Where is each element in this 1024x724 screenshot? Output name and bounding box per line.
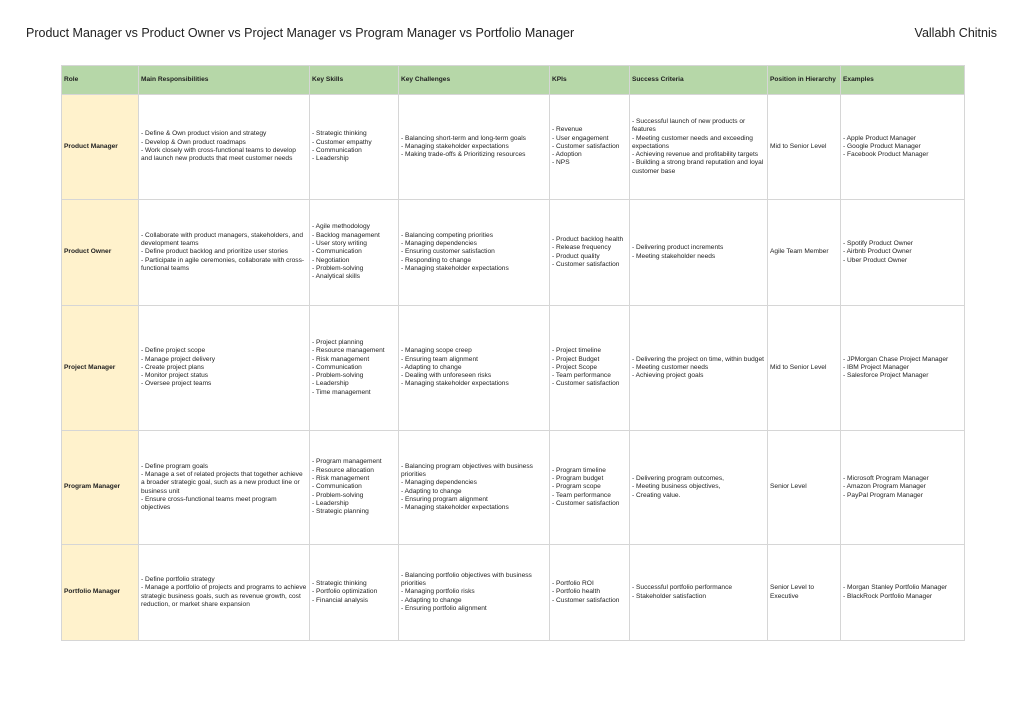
success-text: - Delivering the project on time, within budget - Meeting customer needs - Achieving project goals: [632, 355, 764, 380]
success-cell: [630, 431, 768, 545]
kpis-cell: [550, 306, 630, 431]
kpis-cell: [550, 95, 630, 200]
hierarchy-cell: [768, 306, 841, 431]
column-header-skills: Key Skills: [310, 66, 399, 95]
hierarchy-text: Senior Level to Executive: [770, 584, 814, 600]
success-text: - Successful portfolio performance - Stakeholder satisfaction: [632, 584, 733, 600]
skills-cell: [310, 200, 399, 306]
challenges-cell: [399, 431, 550, 545]
success-cell: [630, 95, 768, 200]
role-name: Project Manager: [64, 363, 116, 371]
role-cell: [62, 545, 139, 641]
kpis-text: - Portfolio ROI - Portfolio health - Customer satisfaction: [552, 580, 620, 604]
hierarchy-text: Agile Team Member: [770, 248, 829, 256]
examples-text: - Apple Product Manager - Google Product Manager - Facebook Product Manager: [843, 134, 929, 159]
hierarchy-text: Mid to Senior Level: [770, 363, 827, 371]
role-cell: [62, 431, 139, 545]
hierarchy-cell: [768, 545, 841, 641]
role-name: Product Owner: [64, 248, 112, 256]
skills-text: - Strategic thinking - Customer empathy - Communication - Leadership: [312, 130, 372, 163]
examples-cell: [841, 431, 965, 545]
responsibilities-text: - Collaborate with product managers, stakeholders, and development teams - Define product backlog and prioritize user stories - Participate in agile ceremonies, collaborate with cross-functional teams: [141, 231, 305, 272]
challenges-text: - Balancing competing priorities - Managing dependencies - Ensuring customer satisfaction - Responding to change - Managing stakeholder expectations: [401, 231, 509, 272]
responsibilities-cell: [139, 545, 310, 641]
hierarchy-cell: [768, 95, 841, 200]
role-name: Product Manager: [64, 142, 118, 150]
table-row: [62, 306, 965, 431]
challenges-text: - Balancing program objectives with business priorities - Managing dependencies - Adapting to change - Ensuring program alignment - Managing stakeholder expectations: [401, 462, 533, 512]
document-title: Product Manager vs Product Owner vs Project Manager vs Program Manager vs Portfolio Manager: [26, 26, 575, 40]
responsibilities-cell: [139, 95, 310, 200]
skills-text: - Agile methodology - Backlog management - User story writing - Communication - Negotiation - Problem-solving - Analytical skills: [312, 223, 380, 281]
examples-cell: [841, 306, 965, 431]
column-header-examples: Examples: [841, 66, 965, 95]
table-row: [62, 431, 965, 545]
success-cell: [630, 200, 768, 306]
challenges-cell: [399, 200, 550, 306]
examples-cell: [841, 200, 965, 306]
examples-text: - Morgan Stanley Portfolio Manager - BlackRock Portfolio Manager: [843, 584, 948, 600]
responsibilities-text: - Define project scope - Manage project delivery - Create project plans - Monitor project status - Oversee project teams: [141, 347, 216, 388]
hierarchy-cell: [768, 431, 841, 545]
hierarchy-text: Senior Level: [770, 483, 807, 491]
responsibilities-cell: [139, 200, 310, 306]
skills-cell: [310, 95, 399, 200]
column-header-kpis: KPIs: [550, 66, 630, 95]
hierarchy-text: Mid to Senior Level: [770, 142, 827, 150]
skills-text: - Strategic thinking - Portfolio optimization - Financial analysis: [312, 580, 378, 604]
skills-text: - Program management - Resource allocation - Risk management - Communication - Problem-solving - Leadership - Strategic planning: [312, 458, 382, 516]
examples-text: - JPMorgan Chase Project Manager - IBM Project Manager - Salesforce Project Manager: [843, 355, 949, 380]
role-cell: [62, 200, 139, 306]
challenges-cell: [399, 545, 550, 641]
role-cell: [62, 95, 139, 200]
table-row: [62, 545, 965, 641]
column-header-success-criteria: Success Criteria: [630, 66, 768, 95]
responsibilities-text: - Define portfolio strategy - Manage a portfolio of projects and programs to achieve strategic business goals, such as revenue growth, cost reduction, or market share expansion: [141, 575, 307, 608]
kpis-text: - Project timeline - Project Budget - Project Scope - Team performance - Customer satisfaction: [552, 347, 620, 388]
kpis-text: - Revenue - User engagement - Customer satisfaction - Adoption - NPS: [552, 126, 620, 167]
examples-text: - Microsoft Program Manager - Amazon Program Manager - PayPal Program Manager: [843, 475, 929, 499]
challenges-text: - Balancing short-term and long-term goals - Managing stakeholder expectations - Making trade-offs & Prioritizing resources: [401, 134, 526, 159]
kpis-cell: [550, 431, 630, 545]
role-cell: [62, 306, 139, 431]
skills-cell: [310, 306, 399, 431]
skills-cell: [310, 545, 399, 641]
success-text: - Successful launch of new products or features - Meeting customer needs and exceeding expectations - Achieving revenue and profitability targets - Building a strong brand reputation and loyal customer base: [632, 117, 764, 175]
kpis-text: - Product backlog health - Release frequency - Product quality - Customer satisfaction: [552, 235, 624, 268]
role-name: Portfolio Manager: [64, 588, 121, 596]
responsibilities-cell: [139, 306, 310, 431]
success-cell: [630, 545, 768, 641]
responsibilities-text: - Define & Own product vision and strategy - Develop & Own product roadmaps - Work closely with cross-functional teams to develop and launch new products that meet customer needs: [141, 130, 296, 163]
challenges-text: - Managing scope creep - Ensuring team alignment - Adapting to change - Dealing with unforeseen risks - Managing stakeholder expectations: [401, 347, 509, 388]
column-header-responsibilities: Main Responsibilities: [139, 66, 310, 95]
comparison-table: [61, 65, 965, 641]
table-header-row: [62, 66, 965, 95]
hierarchy-cell: [768, 200, 841, 306]
role-name: Program Manager: [64, 483, 121, 491]
success-text: - Delivering product increments - Meeting stakeholder needs: [632, 244, 724, 260]
column-header-role: Role: [62, 66, 139, 95]
responsibilities-cell: [139, 431, 310, 545]
challenges-cell: [399, 95, 550, 200]
skills-text: - Project planning - Resource management - Risk management - Communication - Problem-solving - Leadership - Time management: [312, 338, 385, 396]
examples-cell: [841, 95, 965, 200]
examples-cell: [841, 545, 965, 641]
document-author: Vallabh Chitnis: [914, 26, 997, 40]
kpis-cell: [550, 200, 630, 306]
examples-text: - Spotify Product Owner - Airbnb Product Owner - Uber Product Owner: [843, 240, 913, 264]
kpis-text: - Program timeline - Program budget - Program scope - Team performance - Customer satisfaction: [552, 466, 620, 507]
success-text: - Delivering program outcomes, - Meeting business objectives, - Creating value.: [632, 475, 724, 499]
responsibilities-text: - Define program goals - Manage a set of related projects that together achieve a broader strategic goal, such as a new product line or business unit - Ensure cross-functional teams meet program objectives: [141, 462, 303, 512]
skills-cell: [310, 431, 399, 545]
challenges-text: - Balancing portfolio objectives with business priorities - Managing portfolio risks - Adapting to change - Ensuring portfolio alignment: [401, 571, 532, 612]
success-cell: [630, 306, 768, 431]
challenges-cell: [399, 306, 550, 431]
column-header-challenges: Key Challenges: [399, 66, 550, 95]
column-header-hierarchy: Position in Hierarchy: [768, 66, 841, 95]
table-row: [62, 95, 965, 200]
kpis-cell: [550, 545, 630, 641]
table-row: [62, 200, 965, 306]
